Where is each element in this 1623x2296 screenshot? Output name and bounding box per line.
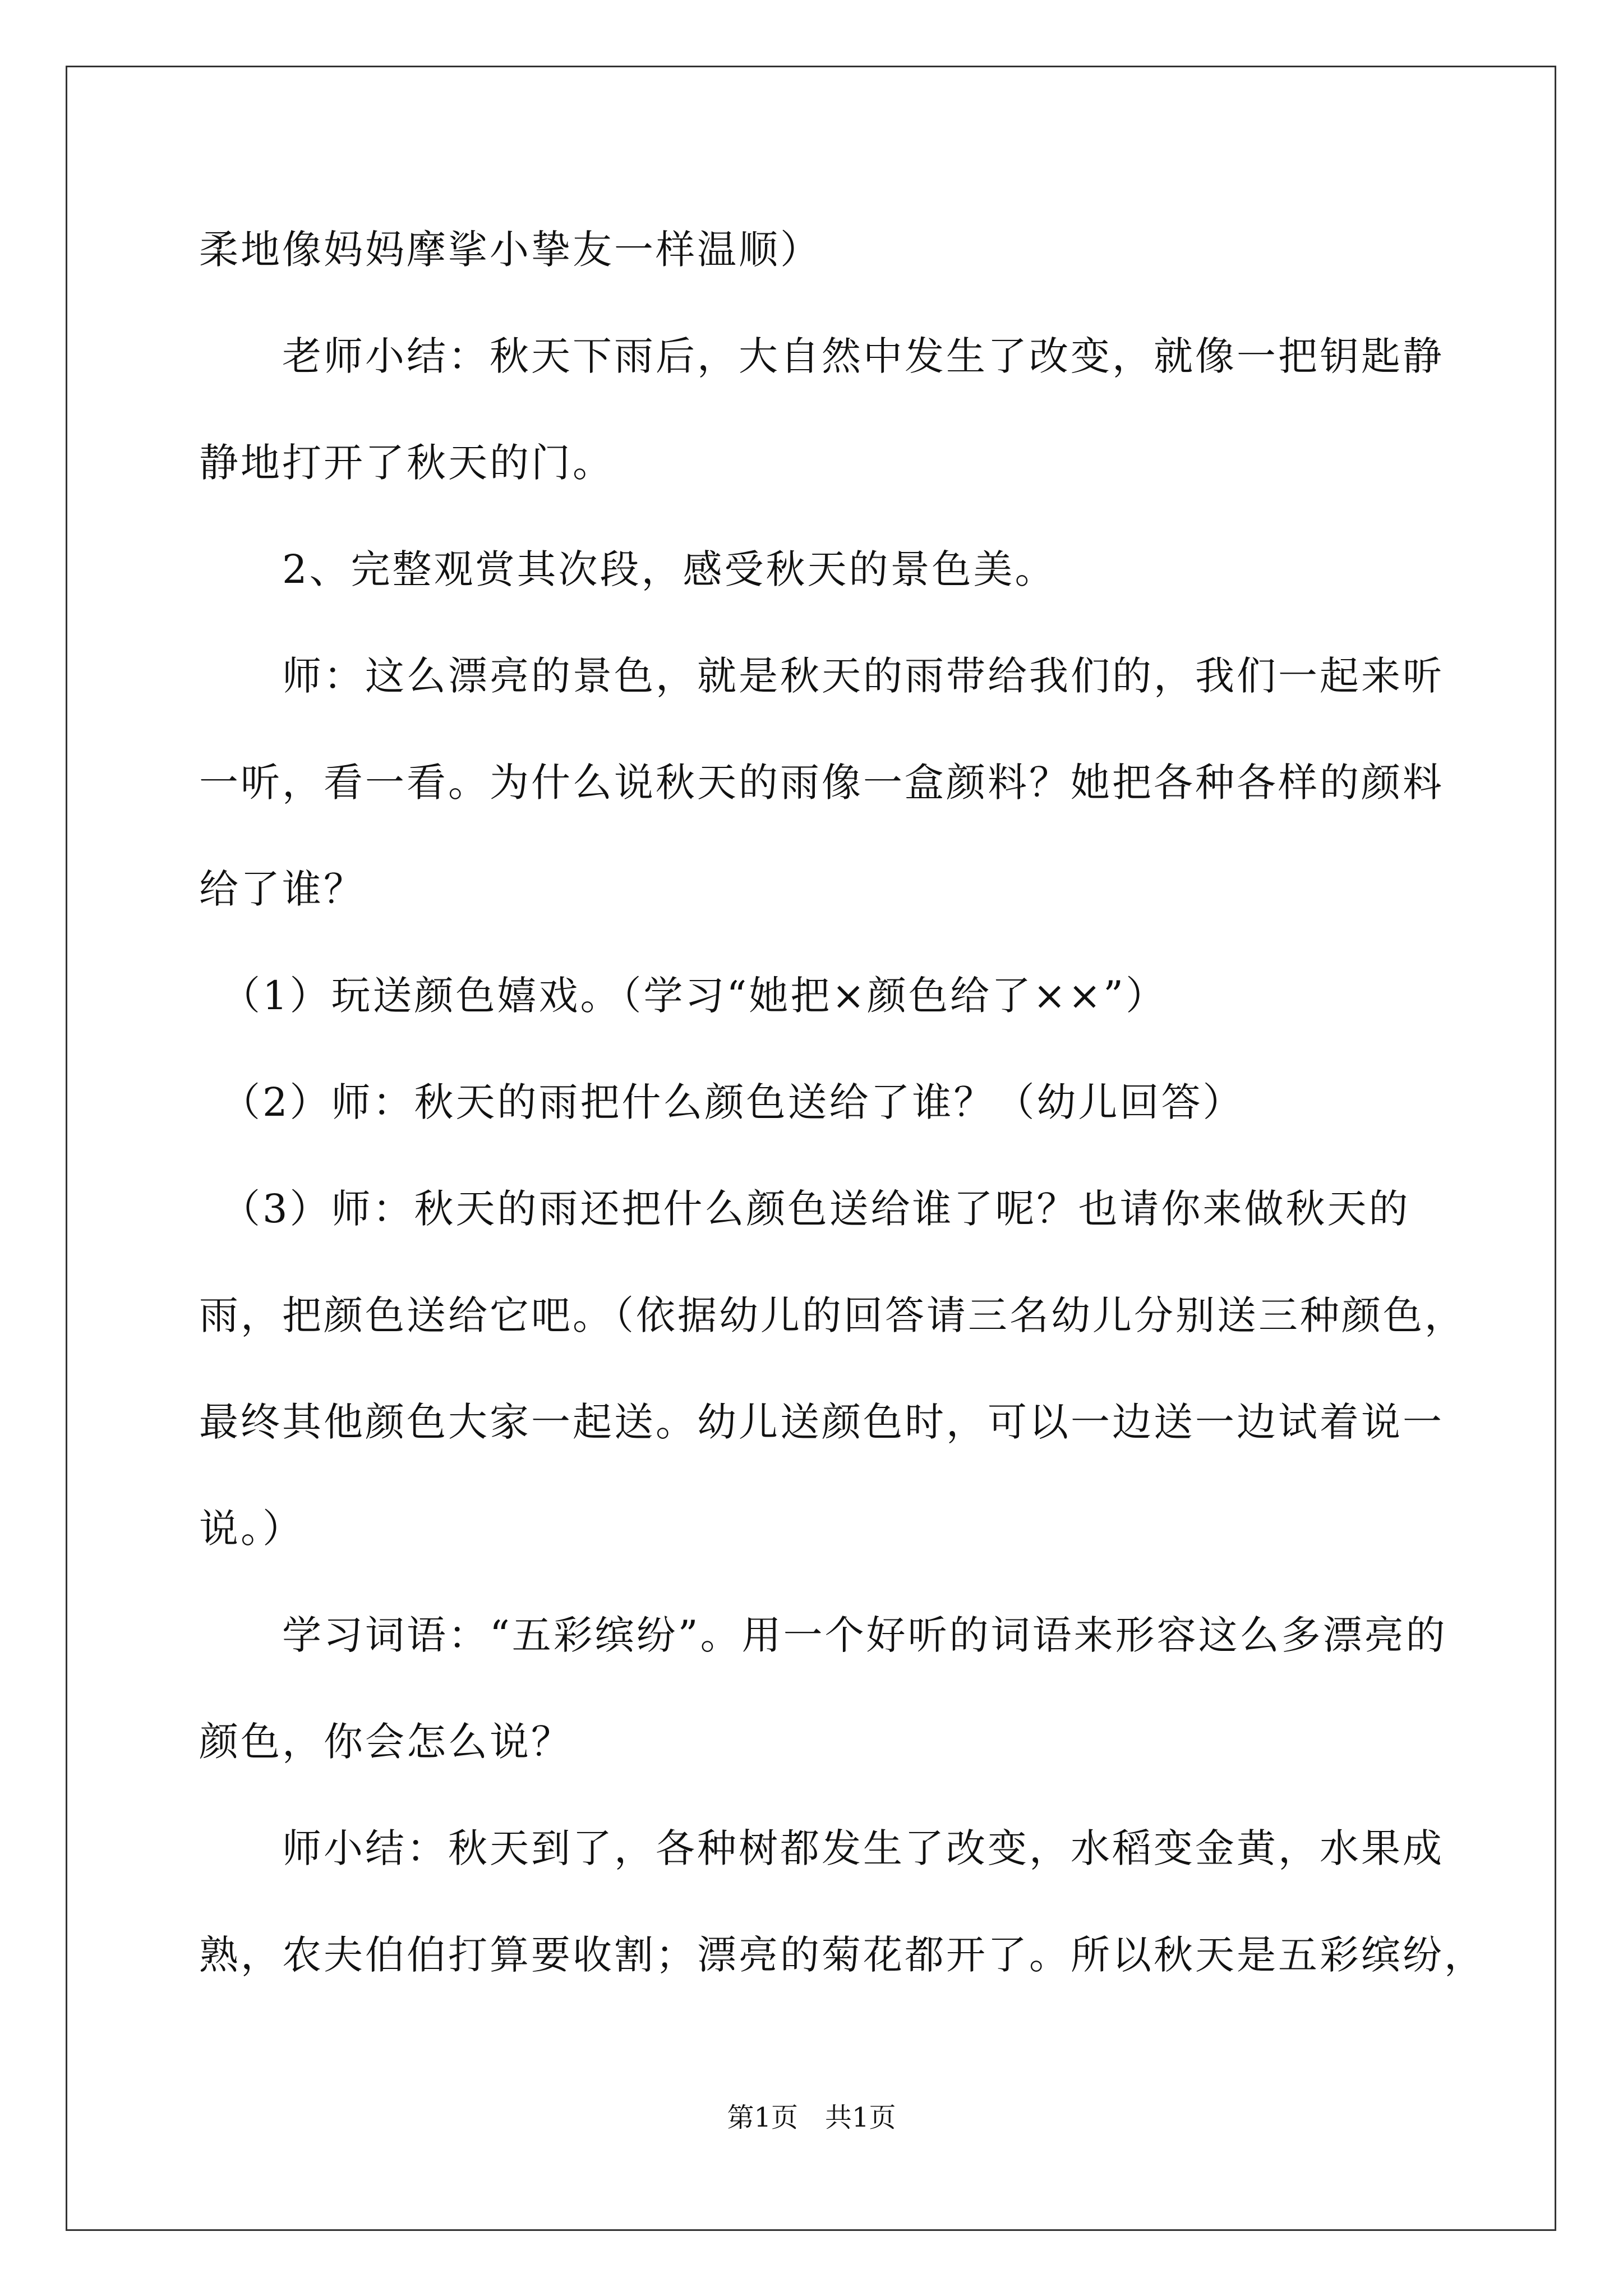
- body-line: （1）玩送颜色嬉戏。（学习“她把×颜色给了××”）: [199, 973, 1168, 1019]
- body-line: 老师小结：秋天下雨后，大自然中发生了改变，就像一把钥匙静: [199, 333, 1444, 379]
- body-line: 雨，把颜色送给它吧。（依据幼儿的回答请三名幼儿分别送三种颜色，: [199, 1292, 1466, 1338]
- body-line: 颜色，你会怎么说？: [199, 1719, 573, 1765]
- body-line: 2、完整观赏其次段，感受秋天的景色美。: [199, 546, 1057, 592]
- body-line: 说。）: [199, 1506, 304, 1552]
- body-line: （2）师：秋天的雨把什么颜色送给了谁？（幼儿回答）: [199, 1079, 1244, 1125]
- document-body: [199, 216, 1486, 2028]
- body-line: 静地打开了秋天的门。: [199, 440, 614, 486]
- body-line: 最终其他颜色大家一起送。幼儿送颜色时，可以一边送一边试着说一: [199, 1399, 1444, 1445]
- page-number-footer: 第1页 共1页: [727, 2102, 896, 2133]
- body-line: 熟，农夫伯伯打算要收割；漂亮的菊花都开了。所以秋天是五彩缤纷，: [199, 1932, 1486, 1978]
- body-line: 柔地像妈妈摩挲小挚友一样温顺）: [199, 227, 822, 273]
- body-line: 师：这么漂亮的景色，就是秋天的雨带给我们的，我们一起来听: [199, 653, 1444, 699]
- body-line: （3）师：秋天的雨还把什么颜色送给谁了呢？也请你来做秋天的: [199, 1186, 1410, 1232]
- body-line: 学习词语：“五彩缤纷”。用一个好听的词语来形容这么多漂亮的: [199, 1612, 1447, 1658]
- body-line: 给了谁？: [199, 866, 365, 912]
- body-line: 师小结：秋天到了，各种树都发生了改变，水稻变金黄，水果成: [199, 1825, 1444, 1871]
- body-line: 一听，看一看。为什么说秋天的雨像一盒颜料？她把各种各样的颜料: [199, 760, 1444, 806]
